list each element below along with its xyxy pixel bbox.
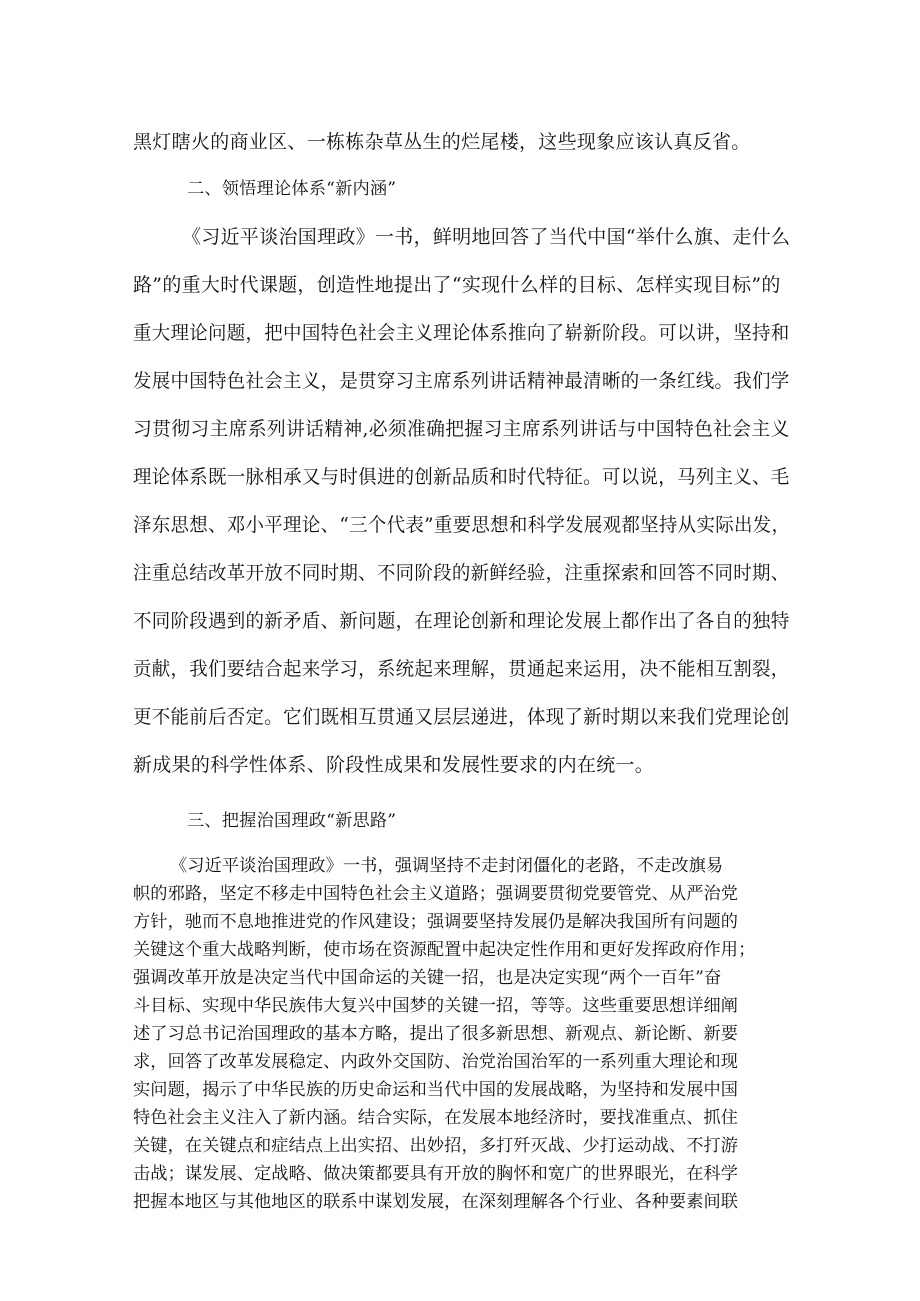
paragraph-line: 理论体系既一脉相承又与时俱进的创新品质和时代特征。可以说，马列主义、毛 — [133, 466, 790, 488]
paragraph-line: 不同阶段遇到的新矛盾、新问题，在理论创新和理论发展上都作出了各自的独特 — [133, 610, 790, 632]
paragraph-line: 帜的邪路，坚定不移走中国特色社会主义道路；强调要贯彻党要管党、从严治党 — [133, 884, 739, 904]
paragraph-line: 求，回答了改革发展稳定、内政外交国防、治党治国治军的一系列重大理论和现 — [133, 1052, 739, 1072]
paragraph-line: 斗目标、实现中华民族伟大复兴中国梦的关键一招，等等。这些重要思想详细阐 — [133, 996, 739, 1016]
section-heading-2: 二、领悟理论体系“新内涵” — [187, 179, 397, 199]
paragraph-line: 重大理论问题，把中国特色社会主义理论体系推向了崭新阶段。可以讲，坚持和 — [133, 322, 790, 344]
paragraph-line: 方针，驰而不息地推进党的作风建设；强调要坚持发展仍是解决我国所有问题的 — [133, 912, 739, 932]
paragraph-line: 习贯彻习主席系列讲话精神,必须准确把握习主席系列讲话与中国特色社会主义 — [133, 418, 790, 440]
paragraph-line: 泽东思想、邓小平理论、“三个代表”重要思想和科学发展观都坚持从实际出发， — [133, 514, 791, 536]
paragraph-line: 新成果的科学性体系、阶段性成果和发展性要求的内在统一。 — [133, 754, 655, 776]
paragraph-line: 路”的重大时代课题，创造性地提出了“实现什么样的目标、怎样实现目标”的 — [133, 274, 781, 296]
paragraph-line: 关键这个重大战略判断，使市场在资源配置中起决定性作用和更好发挥政府作用； — [133, 940, 756, 960]
paragraph-line: 强调改革开放是决定当代中国命运的关键一招，也是决定实现“两个一百年”奋 — [133, 968, 722, 988]
paragraph-line: 特色社会主义注入了新内涵。结合实际，在发展本地经济时，要找准重点、抓住 — [133, 1108, 739, 1128]
paragraph-line: 击战；谋发展、定战略、做决策都要具有开放的胸怀和宽广的世界眼光，在科学 — [133, 1164, 739, 1184]
paragraph-line: 更不能前后否定。它们既相互贯通又层层递进，体现了新时期以来我们党理论创 — [133, 706, 790, 728]
section-heading-3: 三、把握治国理政“新思路” — [187, 811, 397, 831]
paragraph-line: 《习近平谈治国理政》一书，鲜明地回答了当代中国“举什么旗、走什么 — [182, 226, 791, 248]
paragraph-line: 把握本地区与其他地区的联系中谋划发展，在深刻理解各个行业、各种要素间联 — [133, 1192, 739, 1212]
paragraph-line: 黑灯瞎火的商业区、一栋栋杂草丛生的烂尾楼，这些现象应该认真反省。 — [133, 131, 751, 153]
paragraph-line: 实问题，揭示了中华民族的历史命运和当代中国的发展战略，为坚持和发展中国 — [133, 1080, 739, 1100]
paragraph-line: 贡献，我们要结合起来学习，系统起来理解，贯通起来运用，决不能相互割裂， — [133, 658, 790, 680]
paragraph-line: 述了习总书记治国理政的基本方略，提出了很多新思想、新观点、新论断、新要 — [133, 1024, 739, 1044]
paragraph-line: 发展中国特色社会主义，是贯穿习主席系列讲话精神最清晰的一条红线。我们学 — [133, 370, 790, 392]
paragraph-line: 《习近平谈治国理政》一书，强调坚持不走封闭僵化的老路，不走改旗易 — [170, 856, 724, 876]
paragraph-line: 注重总结改革开放不同时期、不同阶段的新鲜经验，注重探索和回答不同时期、 — [133, 562, 790, 584]
paragraph-line: 关键，在关键点和症结点上出实招、出妙招，多打歼灭战、少打运动战、不打游 — [133, 1136, 739, 1156]
